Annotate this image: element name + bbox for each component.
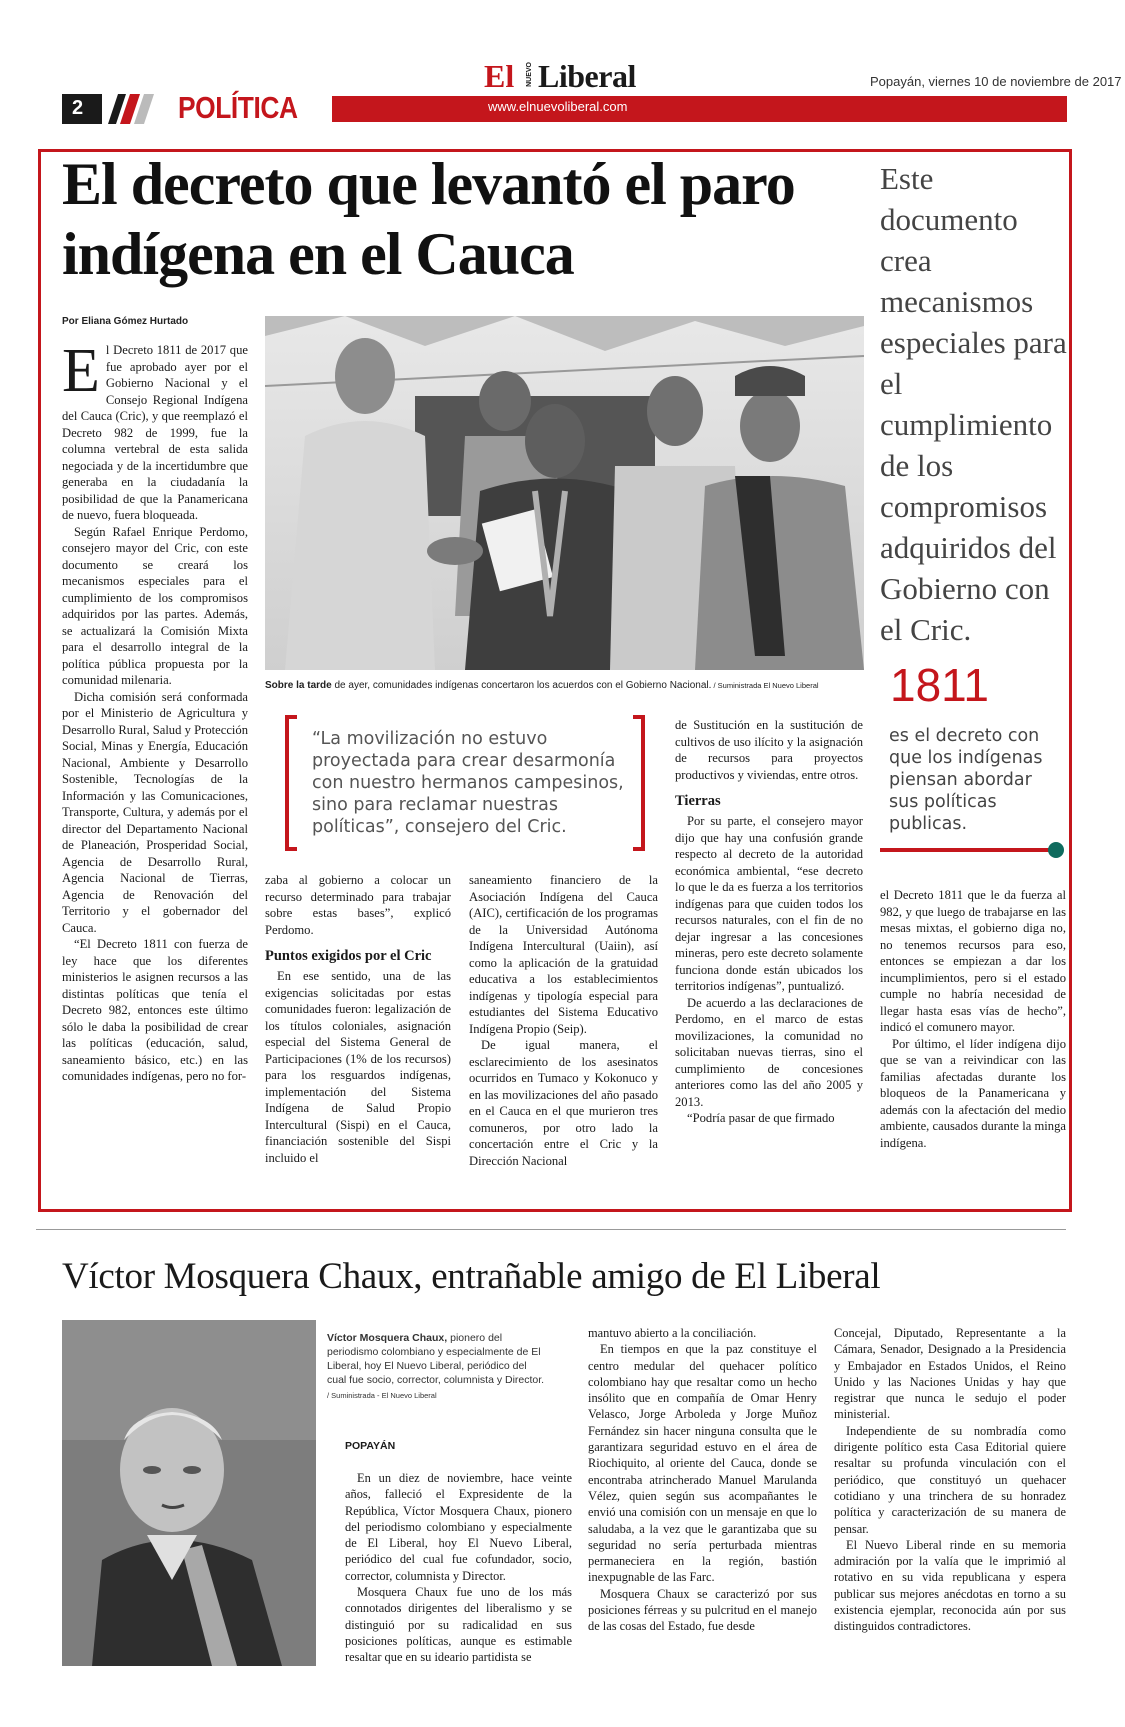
paragraph: saneamiento financiero de la Asociación Indígena del Cauca (AIC), certificación de los programas de la Universidad Autónoma Indígena Intercultural (Uaiin), así como la aplicación de la gratuidad educativa a los establecimientos indígenas y tipología especial para estudiantes del Sistema Educativo Indígena Propio (Seip). [469, 873, 658, 1036]
paragraph: mantuvo abierto a la conciliación. [588, 1326, 757, 1340]
subheading: Puntos exigidos por el Cric [265, 948, 432, 964]
photo-credit: / Suministrada El Nuevo Liberal [711, 681, 819, 690]
drop-cap: E [62, 337, 100, 405]
paragraph: Dicha comisión será conformada por el Ministerio de Agricultura y Desarrollo Rural, Salud y Protección Social, Minas y Energía, Educación Nacional, Ambiente y Desarrollo Sostenible, Tecnologías de la Información y las Comunicaciones, Transporte, Cultura, y además por el director del Departamento Nacional de Planeación, Prosperidad Social, Agencia de Desarrollo Rural, Agencia Nacional de Tierras, Agencia de Renovación del Territorio y el gobernador del Cauca. [62, 689, 248, 935]
highlight-text: es el decreto con que los indígenas piensan abordar sus políticas publicas. [889, 726, 1043, 834]
article-column-2 [265, 872, 451, 1166]
paragraph: el Decreto 1811 que le da fuerza al 982, y que luego de trabajarse en las mesas mixtas, el gobierno diga no, no tenemos recursos para eso, entonces se empiezan a dar los incumplimientos, pero si el estado cumple no habría necesidad de llegar hasta esas vías de hecho”, indicó el comunero mayor. [880, 888, 1066, 1034]
header-red-bar [332, 96, 1067, 122]
paragraph: Concejal, Diputado, Representante a la Cámara, Senador, Designado a la Presidencia y Embajador en Estados Unidos, el Reino Unido y las Naciones Unidas y hay que registrar que nunca le sedujo el poder ministerial. [834, 1326, 1066, 1422]
quote-box [285, 715, 645, 851]
main-headline: El decreto que levantó el paro indígena en el Cauca [62, 151, 795, 287]
paragraph: Independiente de su nombradía como dirigente político esta Casa Editorial quiere resaltar su profunda vinculación con el periódico, que constituyó un quehacer cotidiano y una trinchera de su honradez política y caracterización de su manera de pensar. [834, 1423, 1066, 1536]
logo-liberal: Liberal [538, 58, 636, 94]
portrait-photo-victor-mosquera [62, 1320, 316, 1666]
photo-caption [265, 680, 875, 691]
caption-text: de ayer, comunidades indígenas concertaron los acuerdos con el Gobierno Nacional. [331, 680, 712, 691]
highlight-dot [1048, 842, 1064, 858]
side-pull-quote: Este documento crea mecanismos especiales para el cumplimiento de los compromisos adquiridos del Gobierno con el Cric. [880, 161, 1067, 647]
paragraph: “Podría pasar de que firmado [687, 1111, 835, 1125]
paragraph: De acuerdo a las declaraciones de Perdomo, en el marco de estas movilizaciones, la comunidad no solicitaban nuevas tierras, sino el cumplimiento de concesiones anteriores como las del año 2005 y 2013. [675, 995, 863, 1109]
article-column-5 [880, 887, 1066, 1151]
article-photo-indigenous-agreement [265, 316, 864, 670]
paragraph: l Decreto 1811 de 2017 que fue aprobado ayer por el Gobierno Nacional y el Consejo Regional Indígena del Cauca (Cric), y que reemplazó el Decreto 982 de 1999, fue la columna vertebral de esta salida negociada y de la incertidumbre que generaba en la ciudadanía la posibilidad de que la Panamericana de nuevo, fuera bloqueada. [62, 343, 248, 522]
logo-nuevo: NUEVO [526, 62, 533, 87]
paragraph: Mosquera Chaux fue uno de los más connotados dirigentes del liberalismo y se distinguió por su radicalidad en sus posiciones políticas, aunque es estimable resaltar que en su ideario partidista se [345, 1585, 572, 1665]
paragraph: En un diez de noviembre, hace veinte años, falleció el Expresidente de la República, Víctor Mosquera Chaux, pionero del periodismo colombiano y especialmente de El Liberal, hoy El Nuevo Liberal, periódico del cual fue cofundador, socio, corrector, columnista y Director. [345, 1471, 572, 1583]
caption-lead: Víctor Mosquera Chaux, [327, 1332, 448, 1344]
paragraph: Según Rafael Enrique Perdomo, consejero mayor del Cric, con este documento se creará los mecanismos especiales para el cumplimiento de los compromisos adquiridos por las partes. Además, se actualizará la Comisión Mixta para el desarrollo integral de la política pública propuesta por la comunidad milenaria. [62, 524, 248, 687]
paragraph: de Sustitución en la sustitución de cultivos de uso ilícito y la asignación de recursos para proyectos productivos y viviendas, entre otros. [675, 718, 863, 782]
second-headline: Víctor Mosquera Chaux, entrañable amigo de El Liberal [62, 1256, 881, 1297]
article2-column-3 [834, 1325, 1066, 1635]
dateline-location: POPAYÁN [345, 1440, 396, 1452]
paragraph: Por su parte, el consejero mayor dijo que hay una confusión grande respecto al decreto de la autoridad económica ambiental, “ese decreto lo que le da es fuerza a los territorios indígenas para que cuiden todos los recursos naturales, con el fin de no dejar ingresar a las concesiones mineras, pero este decreto solamente funciona donde están ubicados los territorios indígenas”, puntualizó. [675, 814, 863, 993]
paragraph: zaba al gobierno a colocar un recurso determinado para trabajar sobre estas bases”, explicó Perdomo. [265, 873, 451, 937]
quote-text: “La movilización no estuvo proyectada para crear desarmonía con nuestro hermanos campesinos, sino para reclamar nuestras políticas”, consejero del Cric. [312, 729, 624, 837]
byline: Por Eliana Gómez Hurtado [62, 316, 189, 327]
article2-column-1 [345, 1470, 572, 1666]
website-url[interactable]: www.elnuevoliberal.com [488, 99, 628, 114]
paragraph: En tiempos en que la paz constituye el centro medular del quehacer político colombiano hay que resaltar como un hecho insólito que en compañía de Omar Henry Velasco, Jorge Arboleda y Jorge Muñoz Fernández sin hacer ninguna consulta que le garantizara seguridad estuvo en el área de Riochiquito, al oriente del Cauca, donde se encontraba atrincherado Manuel Marulanda Vélez, quien según sus acompañantes le envió una comisión con un mensaje en que lo saludaba, a la vez que le garantizaba que su seguridad no sería perturbada mientras permaneciera en la región, bastión inexpugnable de las Farc. [588, 1342, 817, 1585]
subheading: Tierras [675, 793, 721, 809]
page-number: 2 [62, 94, 102, 124]
article-separator [36, 1229, 1066, 1230]
paragraph: Mosquera Chaux se caracterizó por sus posiciones férreas y su pulcritud en el manejo de las cosas del Estado, fue desde [588, 1586, 817, 1634]
paragraph: “El Decreto 1811 con fuerza de ley hace que los diferentes ministerios le asignen recursos a las distintas políticas que tenía el Decreto 982, entonces este último sólo le daba la posibilidad de crear las políticas (educación, salud, saneamiento básico, etc.) en las comunidades indígenas, pero no for- [62, 937, 248, 1083]
highlight-number: 1811 [890, 659, 989, 711]
photo-credit: / Suministrada - El Nuevo Liberal [327, 1391, 437, 1400]
paragraph: Por último, el líder indígena dijo que se van a reivindicar con las familias afectadas durante los bloqueos de la Panamericana y además con la afectación del medio ambiente, causados durante la minga indígena. [880, 1036, 1066, 1150]
portrait-caption [327, 1331, 547, 1403]
article-column-4 [675, 717, 863, 1127]
section-stripes-decoration [100, 94, 160, 124]
quote-bracket-left [285, 715, 297, 851]
caption-text: pionero del periodismo colombiano y especialmente de El Liberal, hoy El Nuevo Liberal, periódico del cual fue socio, corrector, columnista y Director. [327, 1332, 545, 1386]
paragraph: En ese sentido, una de las exigencias solicitadas por estas comunidades fueron: legalización de los títulos coloniales, asignación especial del Sistema General de Participaciones (1% de los recursos) para los resguardos indígenas, implementación del Sistema Indígena de Salud Propio Intercultural (Sispi) en el Cauca, financiación sostenible del Sispi incluido el [265, 969, 451, 1165]
logo-el: El [484, 58, 515, 94]
issue-date: Popayán, viernes 10 de noviembre de 2017 [870, 74, 1122, 89]
section-title: POLÍTICA [178, 90, 298, 125]
quote-bracket-right [633, 715, 645, 851]
highlight-rule [880, 848, 1050, 852]
article-column-3 [469, 872, 658, 1169]
paragraph: El Nuevo Liberal rinde en su memoria admiración por la valía que le imprimió al rotativo en su vida republicana y espera publicar sus mejores anécdotas en torno a su existencia ejemplar, reconocida aún por sus distinguidos contradictores. [834, 1537, 1066, 1634]
paragraph: De igual manera, el esclarecimiento de los asesinatos ocurridos en Tumaco y Kokonuco y en las movilizaciones del año pasado en el Cauca en el que murieron tres comuneros, por otro lado la concertación entre el Cric y la Dirección Nacional [469, 1038, 658, 1168]
article2-column-2 [588, 1325, 817, 1635]
article-column-1 [62, 337, 248, 1085]
caption-lead: Sobre la tarde [265, 680, 332, 691]
